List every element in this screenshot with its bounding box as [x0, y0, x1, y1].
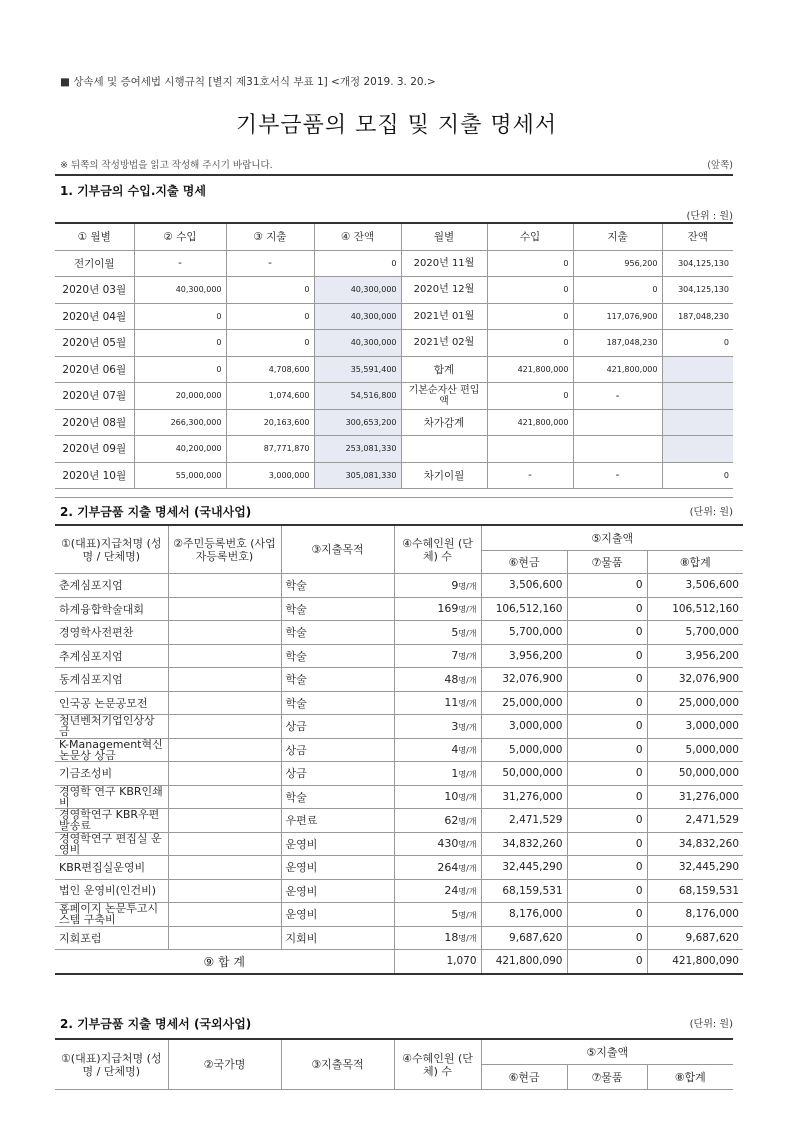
recipient-name: K-Management혁신논문상 상금	[55, 738, 168, 762]
cash-amount: 3,000,000	[481, 715, 567, 739]
table1-cell: 54,516,800	[314, 383, 401, 410]
table-row	[55, 809, 743, 833]
count-value: 11	[444, 696, 459, 710]
recipient-name: 지회포럼	[55, 926, 168, 950]
cash-amount: 3,506,600	[481, 574, 567, 598]
table-row	[55, 574, 743, 598]
table1-cell: -	[134, 250, 226, 277]
goods-amount: 0	[567, 785, 647, 809]
count-value: 7	[451, 649, 459, 663]
goods-amount: 0	[567, 762, 647, 786]
table1-cell: 187,048,230	[573, 330, 662, 357]
table-row	[55, 762, 743, 786]
table1-cell: 0	[573, 277, 662, 304]
header-cash: ⑥현금	[481, 1065, 567, 1090]
table1-cell: 기본순자산 편입액	[401, 383, 487, 410]
table1-cell: 합계	[401, 356, 487, 383]
cash-amount: 34,832,260	[481, 832, 567, 856]
sum-amount: 5,000,000	[647, 738, 743, 762]
table1-header: ③ 지출	[226, 223, 314, 250]
cash-amount: 5,700,000	[481, 621, 567, 645]
table-row	[55, 621, 743, 645]
section3-unit: (단위: 원)	[689, 1019, 733, 1030]
count-unit: 명/개	[458, 769, 477, 779]
goods-amount: 0	[567, 621, 647, 645]
count-value: 48	[444, 672, 459, 686]
table-row	[55, 644, 743, 668]
cash-amount: 25,000,000	[481, 691, 567, 715]
table1-cell: 0	[226, 303, 314, 330]
section2-unit: (단위: 원)	[689, 507, 733, 518]
recipient-name: 홈페이지 논문투고시스템 구축비	[55, 903, 168, 927]
header-sum: ⑧합계	[647, 1065, 733, 1090]
beneficiary-count	[394, 785, 481, 809]
count-unit: 명/개	[458, 840, 477, 850]
beneficiary-count	[394, 856, 481, 880]
table1-header: 잔액	[662, 223, 733, 250]
count-value: 5	[451, 625, 459, 639]
table1-cell: 40,300,000	[314, 303, 401, 330]
table-row	[55, 250, 733, 277]
beneficiary-count	[394, 574, 481, 598]
recipient-name: 청년벤처기업인상상금	[55, 715, 168, 739]
table1-cell: 304,125,130	[662, 277, 733, 304]
goods-amount: 0	[567, 832, 647, 856]
header-sum: ⑧합계	[647, 551, 743, 574]
registration-number	[168, 644, 281, 668]
table1-cell: 87,771,870	[226, 436, 314, 463]
cash-amount: 2,471,529	[481, 809, 567, 833]
registration-number	[168, 879, 281, 903]
table1-cell: 253,081,330	[314, 436, 401, 463]
table1-cell: -	[573, 383, 662, 410]
beneficiary-count	[394, 809, 481, 833]
table1-cell: 2020년 11월	[401, 250, 487, 277]
cash-amount: 31,276,000	[481, 785, 567, 809]
expense-purpose: 우편료	[281, 809, 394, 833]
table1-cell: 20,000,000	[134, 383, 226, 410]
sum-amount: 3,506,600	[647, 574, 743, 598]
header-regno: ②주민등록번호 (사업자등록번호)	[168, 525, 281, 574]
expense-purpose: 운영비	[281, 856, 394, 880]
recipient-name: 춘계심포지엄	[55, 574, 168, 598]
total-cash: 421,800,090	[481, 950, 567, 974]
header-beneficiaries: ④수혜인원 (단체) 수	[394, 525, 481, 574]
table1-cell: 0	[487, 330, 573, 357]
goods-amount: 0	[567, 574, 647, 598]
table1-cell: 35,591,400	[314, 356, 401, 383]
table-row	[55, 356, 733, 383]
table1-cell	[573, 436, 662, 463]
cash-amount: 68,159,531	[481, 879, 567, 903]
count-value: 24	[444, 884, 459, 898]
header-amount: ⑤지출액	[481, 1039, 733, 1065]
count-unit: 명/개	[458, 793, 477, 803]
table1-cell	[401, 436, 487, 463]
expense-purpose: 상금	[281, 762, 394, 786]
table1-cell: 0	[662, 330, 733, 357]
table1-cell: 0	[487, 277, 573, 304]
expense-purpose: 학술	[281, 785, 394, 809]
table1-cell	[662, 409, 733, 436]
beneficiary-count	[394, 691, 481, 715]
goods-amount: 0	[567, 597, 647, 621]
total-count: 1,070	[394, 950, 481, 974]
sum-amount: 5,700,000	[647, 621, 743, 645]
expense-purpose: 학술	[281, 644, 394, 668]
beneficiary-count	[394, 715, 481, 739]
table-row	[55, 879, 743, 903]
header-purpose: ③지출목적	[281, 525, 394, 574]
sum-amount: 106,512,160	[647, 597, 743, 621]
sum-amount: 8,176,000	[647, 903, 743, 927]
table1-cell	[662, 356, 733, 383]
expense-purpose: 학술	[281, 691, 394, 715]
table1-cell: 421,800,000	[573, 356, 662, 383]
beneficiary-count	[394, 644, 481, 668]
count-value: 62	[444, 813, 459, 827]
table1-cell: 0	[134, 330, 226, 357]
table1-cell: 차가감계	[401, 409, 487, 436]
total-sum: 421,800,090	[647, 950, 743, 974]
table1-header: ① 월별	[55, 223, 134, 250]
table-row	[55, 597, 743, 621]
page-side-label: (앞쪽)	[707, 160, 733, 171]
table-row	[55, 715, 743, 739]
registration-number	[168, 785, 281, 809]
table1-cell: 266,300,000	[134, 409, 226, 436]
goods-amount: 0	[567, 809, 647, 833]
table1-cell: 0	[487, 303, 573, 330]
section3-title: 2. 기부금품 지출 명세서 (국외사업)	[60, 1017, 252, 1031]
beneficiary-count	[394, 668, 481, 692]
table1-cell: 0	[134, 303, 226, 330]
sum-amount: 32,445,290	[647, 856, 743, 880]
expense-purpose: 학술	[281, 597, 394, 621]
cash-amount: 5,000,000	[481, 738, 567, 762]
sum-amount: 9,687,620	[647, 926, 743, 950]
beneficiary-count	[394, 879, 481, 903]
recipient-name: 기금조성비	[55, 762, 168, 786]
cash-amount: 32,076,900	[481, 668, 567, 692]
table1-cell: 차기이월	[401, 462, 487, 489]
recipient-name: 경영학연구 편집실 운영비	[55, 832, 168, 856]
table1-cell: 304,125,130	[662, 250, 733, 277]
table1-cell: 0	[134, 356, 226, 383]
table-row	[55, 303, 733, 330]
total-goods: 0	[567, 950, 647, 974]
registration-number	[168, 926, 281, 950]
header-beneficiaries: ④수혜인원 (단체) 수	[394, 1039, 481, 1090]
table1-cell: 3,000,000	[226, 462, 314, 489]
recipient-name: 경영학연구 KBR우편발송료	[55, 809, 168, 833]
table1-cell: 956,200	[573, 250, 662, 277]
count-value: 3	[451, 719, 459, 733]
table-row	[55, 903, 743, 927]
table1-cell: 0	[226, 277, 314, 304]
table1-cell: 40,300,000	[314, 277, 401, 304]
expense-purpose: 상금	[281, 738, 394, 762]
expense-purpose: 운영비	[281, 879, 394, 903]
table1-cell: 1,074,600	[226, 383, 314, 410]
table-row	[55, 926, 743, 950]
table1-cell: 421,800,000	[487, 356, 573, 383]
expense-purpose: 학술	[281, 668, 394, 692]
table-row	[55, 856, 743, 880]
cash-amount: 3,956,200	[481, 644, 567, 668]
count-unit: 명/개	[458, 887, 477, 897]
table1-cell: 421,800,000	[487, 409, 573, 436]
beneficiary-count	[394, 926, 481, 950]
expense-purpose: 지회비	[281, 926, 394, 950]
header-recipient: ①(대표)지급처명 (성명 / 단체명)	[55, 1039, 168, 1090]
count-unit: 명/개	[458, 605, 477, 615]
table1-cell: 40,300,000	[314, 330, 401, 357]
table1-cell: 300,653,200	[314, 409, 401, 436]
table1-cell: 0	[487, 383, 573, 410]
table1-cell: 2020년 07월	[55, 383, 134, 410]
table1-cell: -	[573, 462, 662, 489]
goods-amount: 0	[567, 691, 647, 715]
sum-amount: 68,159,531	[647, 879, 743, 903]
goods-amount: 0	[567, 903, 647, 927]
expense-purpose: 학술	[281, 621, 394, 645]
income-expense-table	[55, 222, 733, 489]
domestic-expense-table	[55, 524, 743, 975]
expense-purpose: 학술	[281, 574, 394, 598]
header-goods: ⑦물품	[567, 551, 647, 574]
goods-amount: 0	[567, 879, 647, 903]
beneficiary-count	[394, 597, 481, 621]
table1-cell: 0	[226, 330, 314, 357]
goods-amount: 0	[567, 668, 647, 692]
table1-cell: 4,708,600	[226, 356, 314, 383]
expense-purpose: 운영비	[281, 903, 394, 927]
table1-cell: 2021년 01월	[401, 303, 487, 330]
table1-header: 월별	[401, 223, 487, 250]
sum-amount: 34,832,260	[647, 832, 743, 856]
recipient-name: 경영학사전편찬	[55, 621, 168, 645]
table-row	[55, 691, 743, 715]
table1-header: ② 수입	[134, 223, 226, 250]
instruction-note: ※ 뒤쪽의 작성방법을 읽고 작성해 주시기 바랍니다.	[60, 160, 273, 171]
table-row	[55, 277, 733, 304]
section2-title: 2. 기부금품 지출 명세서 (국내사업)	[60, 505, 252, 519]
recipient-name: 추계심포지엄	[55, 644, 168, 668]
table1-cell: 2020년 10월	[55, 462, 134, 489]
goods-amount: 0	[567, 926, 647, 950]
cash-amount: 32,445,290	[481, 856, 567, 880]
table1-cell: -	[226, 250, 314, 277]
sum-amount: 3,000,000	[647, 715, 743, 739]
header-goods: ⑦물품	[567, 1065, 647, 1090]
table1-header: 수입	[487, 223, 573, 250]
table-row	[55, 668, 743, 692]
table1-cell	[487, 436, 573, 463]
count-unit: 명/개	[458, 746, 477, 756]
table1-cell: 305,081,330	[314, 462, 401, 489]
count-unit: 명/개	[458, 652, 477, 662]
table1-cell: 117,076,900	[573, 303, 662, 330]
registration-number	[168, 832, 281, 856]
table-row	[55, 330, 733, 357]
recipient-name: 경영학 연구 KBR인쇄비	[55, 785, 168, 809]
cash-amount: 106,512,160	[481, 597, 567, 621]
registration-number	[168, 809, 281, 833]
recipient-name: 인국공 논문공모전	[55, 691, 168, 715]
count-unit: 명/개	[458, 863, 477, 873]
beneficiary-count	[394, 762, 481, 786]
table1-cell: 0	[662, 462, 733, 489]
registration-number	[168, 621, 281, 645]
table1-header: 지출	[573, 223, 662, 250]
total-label: ⑨ 합 계	[55, 950, 394, 974]
table1-cell: 2020년 04월	[55, 303, 134, 330]
table1-header: ④ 잔액	[314, 223, 401, 250]
registration-number	[168, 597, 281, 621]
table1-cell	[573, 409, 662, 436]
header-cash: ⑥현금	[481, 551, 567, 574]
divider	[55, 174, 733, 176]
table1-cell: 2020년 12월	[401, 277, 487, 304]
recipient-name: 하계융합학술대회	[55, 597, 168, 621]
count-value: 10	[444, 790, 459, 804]
table1-cell: 2021년 02월	[401, 330, 487, 357]
table1-cell: 2020년 06월	[55, 356, 134, 383]
table-row	[55, 436, 733, 463]
table1-cell: 0	[314, 250, 401, 277]
count-value: 1	[451, 766, 459, 780]
section1-unit: (단위 : 원)	[686, 211, 733, 222]
table-row	[55, 832, 743, 856]
count-value: 4	[451, 743, 459, 757]
expense-purpose: 운영비	[281, 832, 394, 856]
law-reference: ■ 상속세 및 증여세법 시행규칙 [별지 제31호서식 부표 1] <개정 2019. 3. 20.>	[60, 76, 436, 88]
total-row	[55, 950, 743, 974]
registration-number	[168, 738, 281, 762]
count-unit: 명/개	[458, 934, 477, 944]
table-row	[55, 462, 733, 489]
header-country: ②국가명	[168, 1039, 281, 1090]
table1-cell: 20,163,600	[226, 409, 314, 436]
sum-amount: 25,000,000	[647, 691, 743, 715]
count-unit: 명/개	[458, 910, 477, 920]
count-value: 169	[437, 602, 459, 616]
goods-amount: 0	[567, 715, 647, 739]
goods-amount: 0	[567, 644, 647, 668]
beneficiary-count	[394, 738, 481, 762]
table1-cell: -	[487, 462, 573, 489]
table1-cell: 2020년 09월	[55, 436, 134, 463]
count-value: 264	[437, 860, 459, 874]
page-title: 기부금품의 모집 및 지출 명세서	[235, 113, 558, 138]
header-recipient: ①(대표)지급처명 (성명 / 단체명)	[55, 525, 168, 574]
sum-amount: 32,076,900	[647, 668, 743, 692]
header-purpose: ③지출목적	[281, 1039, 394, 1090]
recipient-name: KBR편집실운영비	[55, 856, 168, 880]
sum-amount: 31,276,000	[647, 785, 743, 809]
cash-amount: 8,176,000	[481, 903, 567, 927]
count-value: 5	[451, 907, 459, 921]
count-unit: 명/개	[458, 628, 477, 638]
registration-number	[168, 668, 281, 692]
registration-number	[168, 856, 281, 880]
sum-amount: 3,956,200	[647, 644, 743, 668]
table-row	[55, 409, 733, 436]
table1-cell: 187,048,230	[662, 303, 733, 330]
recipient-name: 법인 운영비(인건비)	[55, 879, 168, 903]
table1-cell: 40,300,000	[134, 277, 226, 304]
table1-cell: 전기이월	[55, 250, 134, 277]
table1-cell: 40,200,000	[134, 436, 226, 463]
section1-title: 1. 기부금의 수입.지출 명세	[60, 184, 206, 198]
count-unit: 명/개	[458, 722, 477, 732]
count-unit: 명/개	[458, 816, 477, 826]
count-unit: 명/개	[458, 581, 477, 591]
registration-number	[168, 715, 281, 739]
beneficiary-count	[394, 903, 481, 927]
recipient-name: 동계심포지엄	[55, 668, 168, 692]
table-row	[55, 383, 733, 410]
goods-amount: 0	[567, 856, 647, 880]
count-value: 430	[437, 837, 459, 851]
registration-number	[168, 762, 281, 786]
count-value: 18	[444, 931, 459, 945]
table1-cell: 2020년 03월	[55, 277, 134, 304]
table1-cell: 2020년 05월	[55, 330, 134, 357]
cash-amount: 9,687,620	[481, 926, 567, 950]
cash-amount: 50,000,000	[481, 762, 567, 786]
registration-number	[168, 691, 281, 715]
sum-amount: 50,000,000	[647, 762, 743, 786]
sum-amount: 2,471,529	[647, 809, 743, 833]
count-unit: 명/개	[458, 675, 477, 685]
table-row	[55, 785, 743, 809]
table1-cell: 55,000,000	[134, 462, 226, 489]
table1-cell: 0	[487, 250, 573, 277]
header-amount: ⑤지출액	[481, 525, 743, 551]
table1-cell: 2020년 08월	[55, 409, 134, 436]
count-unit: 명/개	[458, 699, 477, 709]
registration-number	[168, 903, 281, 927]
table1-cell	[662, 383, 733, 410]
overseas-expense-table	[55, 1038, 733, 1090]
registration-number	[168, 574, 281, 598]
divider	[55, 497, 733, 498]
expense-purpose: 상금	[281, 715, 394, 739]
beneficiary-count	[394, 621, 481, 645]
beneficiary-count	[394, 832, 481, 856]
table1-cell	[662, 436, 733, 463]
table-row	[55, 738, 743, 762]
goods-amount: 0	[567, 738, 647, 762]
count-value: 9	[451, 578, 459, 592]
